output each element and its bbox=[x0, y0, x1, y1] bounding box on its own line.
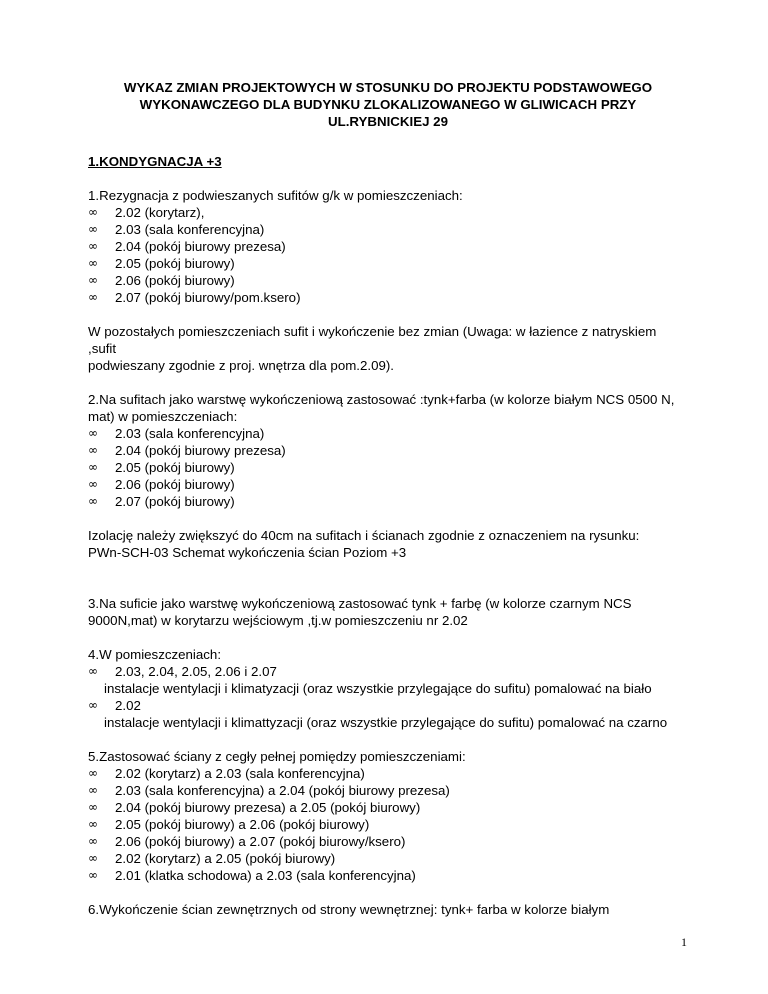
title-line: WYKAZ ZMIAN PROJEKTOWYCH W STOSUNKU DO PROJEKTU PODSTAWOWEGO bbox=[123, 80, 653, 95]
bullet-icon: ∞ bbox=[88, 766, 98, 780]
bullet-icon: ∞ bbox=[88, 443, 98, 457]
bullet-icon: ∞ bbox=[88, 205, 98, 219]
document-page bbox=[88, 79, 688, 918]
item-1 bbox=[88, 187, 688, 306]
bullet-icon: ∞ bbox=[88, 290, 98, 304]
list-item: ∞ 2.03 (sala konferencyjna) bbox=[88, 222, 265, 237]
note-line: W pozostałych pomieszczeniach sufit i wykończenie bez zmian (Uwaga: w łazience z natryskiem ,sufit bbox=[88, 324, 657, 356]
bullet-icon: ∞ bbox=[88, 239, 98, 253]
item-5 bbox=[88, 748, 688, 884]
list-item: ∞ 2.02 (korytarz), bbox=[88, 205, 205, 220]
list-item: ∞ 2.01 (klatka schodowa) a 2.03 (sala konferencyjna) bbox=[88, 868, 416, 883]
bullet-icon: ∞ bbox=[88, 460, 98, 474]
section-heading: 1.KONDYGNACJA +3 bbox=[88, 154, 222, 169]
list-item: ∞ 2.02 (korytarz) a 2.03 (sala konferencyjna) bbox=[88, 766, 365, 781]
list-item: ∞ 2.04 (pokój biurowy prezesa) bbox=[88, 239, 286, 254]
document-title bbox=[88, 79, 688, 130]
list-item: ∞ 2.03 (sala konferencyjna) a 2.04 (pokój biurowy prezesa) bbox=[88, 783, 450, 798]
title-line: UL.RYBNICKIEJ 29 bbox=[328, 114, 448, 129]
note-line: podwieszany zgodnie z proj. wnętrza dla pom.2.09). bbox=[88, 358, 394, 373]
list-item: ∞ 2.06 (pokój biurowy) bbox=[88, 477, 235, 492]
note-1 bbox=[88, 323, 688, 374]
list-item: ∞ 2.04 (pokój biurowy prezesa) a 2.05 (pokój biurowy) bbox=[88, 800, 421, 815]
item-1-intro: 1.Rezygnacja z podwieszanych sufitów g/k w pomieszczeniach: bbox=[88, 188, 463, 203]
bullet-icon: ∞ bbox=[88, 494, 98, 508]
list-item: ∞ 2.06 (pokój biurowy) a 2.07 (pokój biurowy/ksero) bbox=[88, 834, 406, 849]
bullet-icon: ∞ bbox=[88, 256, 98, 270]
item-3-line: 3.Na suficie jako warstwę wykończeniową zastosować tynk + farbę (w kolorze czarnym NCS bbox=[88, 596, 632, 611]
item-5-list bbox=[88, 765, 688, 884]
bullet-icon: ∞ bbox=[88, 851, 98, 865]
list-item: ∞ 2.05 (pokój biurowy) a 2.06 (pokój biurowy) bbox=[88, 817, 370, 832]
bullet-icon: ∞ bbox=[88, 222, 98, 236]
bullet-icon: ∞ bbox=[88, 817, 98, 831]
list-item: ∞ 2.04 (pokój biurowy prezesa) bbox=[88, 443, 286, 458]
title-line: WYKONAWCZEGO DLA BUDYNKU ZLOKALIZOWANEGO W GLIWICACH PRZY bbox=[139, 97, 637, 112]
item-2-intro: 2.Na sufitach jako warstwę wykończeniową zastosować :tynk+farba (w kolorze białym NCS 0500 N, bbox=[88, 392, 675, 407]
bullet-icon: ∞ bbox=[88, 273, 98, 287]
item-2-list bbox=[88, 425, 688, 510]
bullet-icon: ∞ bbox=[88, 783, 98, 797]
list-item: ∞ 2.07 (pokój biurowy) bbox=[88, 494, 235, 509]
item-2-intro: mat) w pomieszczeniach: bbox=[88, 409, 238, 424]
bullet-icon: ∞ bbox=[88, 426, 98, 440]
list-item: ∞ 2.03 (sala konferencyjna) bbox=[88, 426, 265, 441]
item-4-list bbox=[88, 663, 688, 680]
item-4-list bbox=[88, 697, 688, 714]
item-3-line: 9000N,mat) w korytarzu wejściowym ,tj.w pomieszczeniu nr 2.02 bbox=[88, 613, 468, 628]
item-4-text: instalacje wentylacji i klimattyzacji (oraz wszystkie przylegające do sufitu) pomalować na czarno bbox=[104, 715, 668, 730]
item-6 bbox=[88, 901, 688, 918]
list-item: ∞ 2.02 bbox=[88, 698, 141, 713]
list-item: ∞ 2.05 (pokój biurowy) bbox=[88, 256, 235, 271]
bullet-icon: ∞ bbox=[88, 698, 98, 712]
item-5-intro: 5.Zastosować ściany z cegły pełnej pomiędzy pomieszczeniami: bbox=[88, 749, 466, 764]
note-line: Izolację należy zwiększyć do 40cm na sufitach i ścianach zgodnie z oznaczeniem na rysunku: bbox=[88, 528, 640, 543]
item-3 bbox=[88, 595, 688, 629]
bullet-icon: ∞ bbox=[88, 664, 98, 678]
item-2 bbox=[88, 391, 688, 510]
bullet-icon: ∞ bbox=[88, 868, 98, 882]
item-6-text: 6.Wykończenie ścian zewnętrznych od strony wewnętrznej: tynk+ farba w kolorze białym bbox=[88, 902, 610, 917]
item-4 bbox=[88, 646, 688, 731]
bullet-icon: ∞ bbox=[88, 800, 98, 814]
list-item: ∞ 2.02 (korytarz) a 2.05 (pokój biurowy) bbox=[88, 851, 336, 866]
note-line: PWn-SCH-03 Schemat wykończenia ścian Poziom +3 bbox=[88, 545, 407, 560]
item-4-intro: 4.W pomieszczeniach: bbox=[88, 647, 222, 662]
bullet-icon: ∞ bbox=[88, 477, 98, 491]
bullet-icon: ∞ bbox=[88, 834, 98, 848]
list-item: ∞ 2.06 (pokój biurowy) bbox=[88, 273, 235, 288]
page-number: 1 bbox=[681, 935, 687, 949]
list-item: ∞ 2.03, 2.04, 2.05, 2.06 i 2.07 bbox=[88, 664, 277, 679]
item-1-list bbox=[88, 204, 688, 306]
list-item: ∞ 2.05 (pokój biurowy) bbox=[88, 460, 235, 475]
item-4-text: instalacje wentylacji i klimatyzacji (oraz wszystkie przylegające do sufitu) pomalować na biało bbox=[104, 681, 652, 696]
note-2 bbox=[88, 527, 688, 561]
list-item: ∞ 2.07 (pokój biurowy/pom.ksero) bbox=[88, 290, 301, 305]
